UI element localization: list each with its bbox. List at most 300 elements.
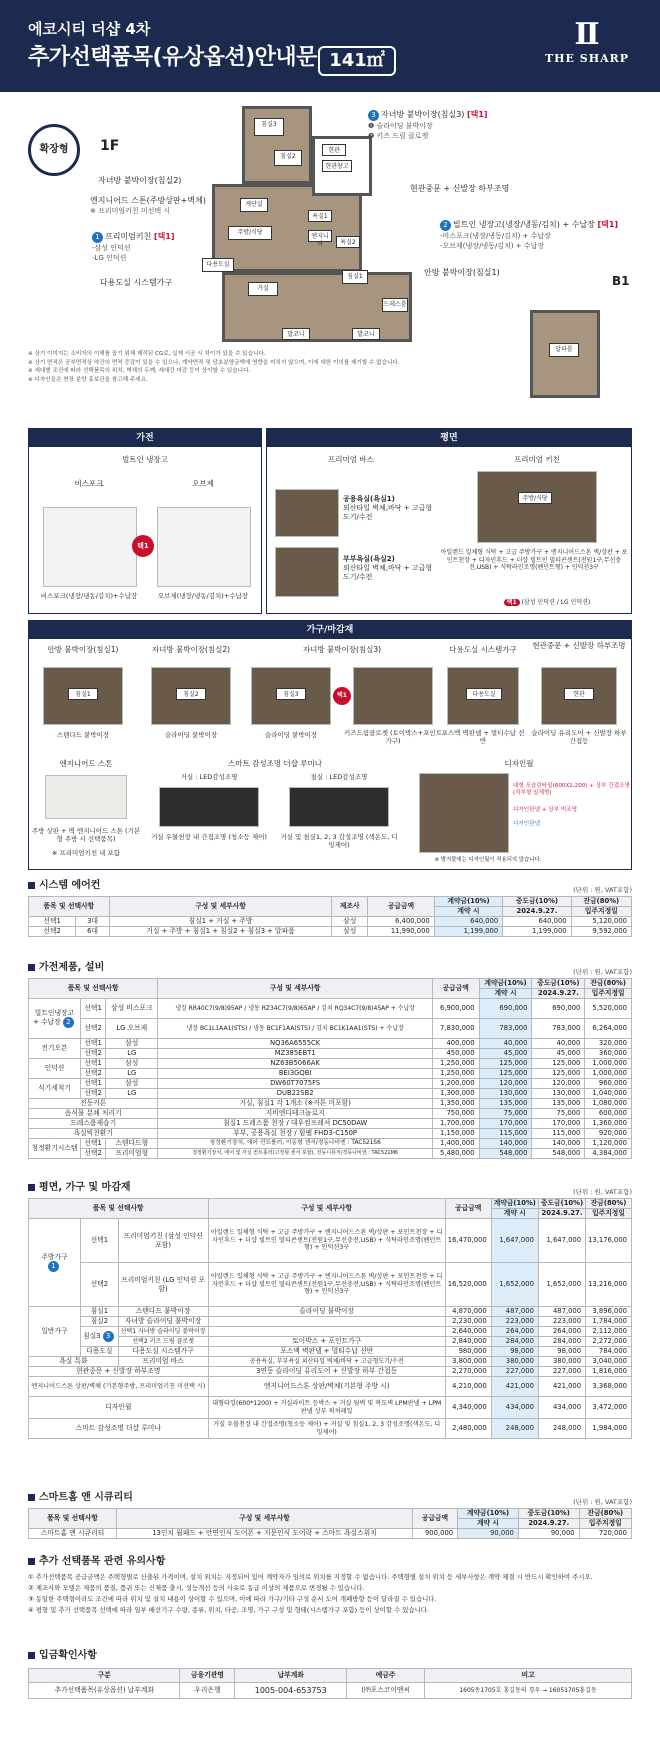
cell: 434,000: [538, 1397, 585, 1419]
group-label: 주방가구: [41, 1252, 68, 1261]
ann-option: -오브제(냉장/냉동/김치) + 수납장: [440, 242, 545, 251]
cell: 음식물 분쇄 처리기: [29, 1109, 158, 1119]
cell: 선택2: [81, 1263, 119, 1307]
cell: DUB22SB2: [158, 1089, 433, 1099]
designwall-title: 디자인월: [504, 759, 534, 768]
cell: 다용도실: [81, 1347, 119, 1357]
closet3-image: [251, 667, 331, 725]
objet-title: 오브제: [192, 479, 214, 488]
badge-1-icon: 1: [48, 1261, 59, 1272]
notice-title: 추가 선택품목 관련 유의사항: [28, 1556, 165, 1569]
table-row: [29, 1099, 632, 1109]
b1-label: B1: [612, 274, 630, 288]
table1-title: 시스템 에어컨: [28, 880, 100, 893]
stone-title: 엔지니어드 스톤: [59, 759, 113, 768]
cell: 1,360,000: [585, 1119, 632, 1129]
table-row: [29, 1367, 632, 1377]
plan-notes: [28, 350, 400, 385]
notice-line: ① 추가선택품목 공급금액은 주택형별로 산출된 가격이며, 설치 위치는 지정되어 있어 계약자가 임의로 위치를 지정할 수 없습니다. 주택형별 설치 위치 등 세부사항은 계약 체결 시 반드시 확인하여 주시오.: [28, 1573, 593, 1581]
bank-table: [28, 1668, 632, 1699]
lighting-title: 스마트 감성조명 더샵 루미나: [227, 759, 323, 768]
col-header: 구분: [29, 1669, 180, 1683]
cell: 1,080,000: [585, 1099, 632, 1109]
cell: 스마트 감성조명 더샵 루미나: [29, 1419, 209, 1439]
cell: 6,264,000: [585, 1019, 632, 1039]
page-header: [0, 0, 660, 92]
col-header: 공급금액: [445, 1199, 491, 1219]
closet1-caption: 스탠다드 붙박이장: [56, 731, 110, 739]
closet3-caption: 슬라이딩 붙박이장: [264, 731, 318, 739]
cell: 140,000: [479, 1139, 532, 1149]
cell: 거실 우물천장 내 간접조명(청소등 제어) + 거실 및 침실1, 2, 3 감성조명(색온도, 디밍제어): [208, 1419, 445, 1439]
choose-one-badge: 택1: [132, 535, 154, 557]
cell: 5,120,000: [571, 917, 631, 927]
room-label: 주방/식당: [518, 492, 552, 504]
group-cell: 청정환기시스템: [29, 1139, 81, 1159]
cell: 1,000,000: [585, 1059, 632, 1069]
premium-bath-title: 프리미엄 바스: [328, 455, 374, 464]
cell: 4,870,000: [445, 1307, 491, 1317]
cell: 추가선택품목(유상옵션) 납부계좌: [29, 1683, 180, 1699]
cell: 드레스룸제습기: [29, 1119, 158, 1129]
stone-note: ※ 프리미엄키친 내 포함: [51, 849, 121, 857]
table-row: [29, 1307, 632, 1317]
room-label: 계단실: [240, 198, 268, 212]
kidscloset-caption: 키즈드림클로젯 (토이박스+포인트 가구): [344, 729, 442, 746]
cell: [208, 1317, 445, 1327]
cell: LG: [106, 1089, 158, 1099]
ann-option: ❶ 슬라이딩 붙박이장: [368, 122, 433, 130]
cell: [208, 1327, 445, 1337]
cell: 6,400,000: [368, 917, 435, 927]
stone-image: [45, 775, 127, 819]
bath1-caption: [343, 495, 433, 521]
note-line: ※ 상기 이미지는 소비자의 이해를 돕기 위해 제작된 CG로, 실제 시공 시 차이가 있을 수 있습니다.: [28, 351, 266, 357]
cell: 슬라이딩 붙박이장: [208, 1307, 445, 1317]
table2-unit: (단위 : 원, VAT포함): [573, 968, 632, 976]
cell: 16,520,000: [445, 1263, 491, 1307]
cell: 1,250,000: [432, 1059, 479, 1069]
kitchen-option-text: (삼성 인덕션 / LG 인덕션): [521, 599, 591, 606]
cell: MZ385EBT1: [158, 1049, 433, 1059]
cell: 40,000: [479, 1039, 532, 1049]
cell: 40,000: [532, 1039, 585, 1049]
table-row: [29, 1069, 632, 1079]
option-label: 선택1: [120, 1327, 137, 1335]
cell: 125,000: [479, 1069, 532, 1079]
section-title: 가구/마감재: [29, 621, 631, 639]
utility-caption: 포스맥 벽판넬 + 멀티수납 선반: [441, 729, 525, 746]
cell: 98,000: [538, 1347, 585, 1357]
floor-plan-section: [0, 92, 660, 402]
entrance-caption: 슬라이딩 유리도어 + 신발장 하부 간접등: [531, 729, 627, 746]
kitchen-image: [477, 471, 597, 543]
ann-sub: ※ 프리미엄키친 미선택 시: [90, 207, 171, 216]
designwall-legend-1: 대형 포슬린타일(600X1,200) + 상부 간접조명(직부형 일체형): [513, 783, 630, 796]
room-label: 주방/식당: [228, 226, 272, 240]
cell: 2,112,000: [586, 1327, 632, 1337]
table-row: [29, 1327, 632, 1337]
cell: 3,896,000: [586, 1307, 632, 1317]
table4-unit: (단위 : 원, VAT포함): [573, 1498, 632, 1506]
col-header: 공급금액: [412, 1509, 457, 1529]
designwall-image: [419, 773, 509, 853]
cell: 783,000: [532, 1019, 585, 1039]
objet-image: [157, 507, 251, 587]
cell: 11,990,000: [368, 927, 435, 937]
cell: 선택1: [81, 999, 106, 1019]
cell: 전동커튼: [29, 1099, 158, 1109]
cell: 선택2: [81, 1019, 106, 1039]
cell: 선택1: [29, 917, 76, 927]
cell: 침실3: [83, 1332, 101, 1340]
cell: 2,640,000: [445, 1327, 491, 1337]
cell: 침실1 + 거실 + 주방: [109, 917, 332, 927]
table1-unit: (단위 : 원, VAT포함): [573, 886, 632, 894]
room-label: 현관: [322, 144, 346, 156]
annotation-utility: 다용도실 시스템가구: [100, 278, 173, 287]
ann-option: -LG 인덕션: [92, 254, 127, 263]
table-row: [29, 917, 632, 927]
brand-name: THE SHARP: [544, 52, 630, 65]
section-title: 평면: [267, 429, 631, 447]
cell: 선택1: [81, 1219, 119, 1263]
bespoke-title: 비스포크: [74, 479, 104, 488]
cell: 140,000: [532, 1139, 585, 1149]
cell: 거실 + 주방 + 침실1 + 침실2 + 침실3 + 알파룸: [109, 927, 332, 937]
cell: 284,000: [538, 1337, 585, 1347]
cell: 640,000: [434, 917, 502, 927]
objet-caption: 오브제(냉장/냉동/김치)+수납장: [157, 592, 249, 600]
annotation-master: 안방 붙박이장(침실1): [424, 268, 500, 277]
table-row: [29, 1337, 632, 1347]
annotation-bedroom2: 자녀방 붙박이장(침실2): [98, 176, 182, 185]
ann-tag: [택1]: [466, 110, 488, 119]
cell: 지비엔디테크놀로지: [158, 1109, 433, 1119]
room-label: 침실3: [276, 688, 306, 700]
cell: 삼성: [106, 1079, 158, 1089]
cell: 6,900,000: [432, 999, 479, 1019]
notice-line: ② 제조사와 모델은 제품의 품질, 품귀 또는 신제품 출시, 성능개선 등의 사유로 동급 이상의 제품으로 변경될 수 있습니다.: [28, 1583, 365, 1592]
bath1-title: 공용욕실(욕실1): [343, 495, 395, 503]
cell: 삼성: [332, 917, 368, 927]
living-led-label: 거실 : LED감성조명: [180, 773, 238, 781]
cell: 135,000: [532, 1099, 585, 1109]
cell: 선택2: [29, 927, 76, 937]
closet3-title: 자녀방 붙박이장(침실3): [302, 645, 382, 654]
stone-caption: 주방 상판 + 벽 엔지니어드 스톤 (기본형 주방 시 선택품목): [31, 827, 141, 844]
cell: 223,000: [491, 1317, 538, 1327]
col-header: 구성 및 세부사항: [109, 897, 332, 917]
cell: 5,520,000: [585, 999, 632, 1019]
cell: 아일랜드 일체형 식탁 + 고급 주방가구 + 엔지니어드스톤 벽/상판 + 포인트천장 + 디자인후드 + 더샵 빌트인 멀티콘센트(전원1구,무선충전,USB) + 식탁라인조명(펜던트형) + 인덕션3구: [208, 1219, 445, 1263]
appliance-box: [28, 428, 262, 614]
cell: 90,000: [458, 1529, 519, 1539]
group-cell: 인덕션: [29, 1059, 81, 1079]
ann-tag: [택1]: [153, 232, 175, 241]
cell: 1,700,000: [432, 1119, 479, 1129]
col-header: 제조사: [332, 897, 368, 917]
col-header: 중도금(10%): [538, 1199, 585, 1209]
cell: 45,000: [479, 1049, 532, 1059]
cell: 45,000: [532, 1049, 585, 1059]
table3-title: 평면, 가구 및 마감재: [28, 1182, 131, 1195]
cell: 1,652,000: [538, 1263, 585, 1307]
cell: 900,000: [412, 1529, 457, 1539]
cell: 1,984,000: [586, 1419, 632, 1439]
designwall-legend-2: 디자인판넬 + 상부 빅조명: [513, 807, 578, 813]
col-subheader: 계약 시: [479, 989, 532, 999]
cell: 2,840,000: [445, 1337, 491, 1347]
brand-logo: [542, 18, 632, 66]
room-led-caption: 거실 및 침실1, 2, 3 감성조명 (색온도, 디밍제어): [280, 833, 398, 850]
room-label: 침실2: [274, 150, 302, 166]
cell: [118, 1327, 208, 1337]
appliance-table: [28, 978, 632, 1159]
closet2-image: [151, 667, 231, 725]
cell: 284,000: [491, 1337, 538, 1347]
bank-title: 입금확인사항: [28, 1650, 97, 1663]
ann-tag: [택1]: [597, 220, 619, 229]
cell: 청정환기장치, 에어 및 각실 컨트롤러(고정형 센서 포함), 전동디퓨저/경동나비엔 : TAC521M6: [158, 1149, 433, 1159]
table-row: [29, 999, 632, 1019]
cell: 421,000: [491, 1377, 538, 1397]
col-header: 계약금(10%): [458, 1509, 519, 1519]
cell: 960,000: [585, 1079, 632, 1089]
cell: (㈜포스코이앤씨: [347, 1683, 425, 1699]
room-label: 엔지니어: [308, 230, 332, 242]
col-subheader: 2024.9.27.: [538, 1209, 585, 1219]
cell: 3,040,000: [586, 1357, 632, 1367]
col-header: 계약금(10%): [479, 979, 532, 989]
cell: 690,000: [532, 999, 585, 1019]
table-row: [29, 1317, 632, 1327]
badge-3-icon: 3: [368, 110, 379, 121]
cell: 2,272,000: [586, 1337, 632, 1347]
kitchen-options: [467, 599, 627, 607]
col-header: 공급금액: [368, 897, 435, 917]
group-cell: [29, 1219, 81, 1307]
col-subheader: 2024.9.27.: [518, 1519, 579, 1529]
cell: 대형타일(600*1200) + 거실라이트 등박스 + 거실 뒷벽 및 복도벽 LPM판넬 + LPM판넬 상부 픽처레일: [208, 1397, 445, 1419]
cell: 5,480,000: [432, 1149, 479, 1159]
cell: 720,000: [579, 1529, 631, 1539]
cell: 프리미엄키친 (삼성 인덕션 포함): [118, 1219, 208, 1263]
cell: 토이박스 + 포인트가구: [208, 1337, 445, 1347]
cell: 1,000,000: [585, 1069, 632, 1079]
note-line: ※ 디자인들은 현장 분양 홍보관을 참고해 주세요.: [28, 376, 148, 383]
col-subheader: 2024.9.27.: [532, 989, 585, 999]
table-header-row: [29, 1199, 632, 1209]
cell: 1,200,000: [432, 1079, 479, 1089]
col-subheader: 2024.9.27.: [503, 907, 571, 917]
entrance-title: 현관중문 + 신발장 하부조명: [532, 641, 626, 650]
cell: 1,647,000: [538, 1219, 585, 1263]
cell: 삼성: [106, 1039, 158, 1049]
fridge-title: 빌트인 냉장고: [122, 455, 168, 464]
cell: 3,368,000: [586, 1377, 632, 1397]
col-header: 중도금(10%): [532, 979, 585, 989]
table-row: [29, 1529, 632, 1539]
bath1-image: [275, 489, 339, 537]
cell: 130,000: [479, 1089, 532, 1099]
annotation-fridge: [440, 220, 618, 252]
room-label: 현관: [564, 688, 594, 700]
room-label: 욕실1: [308, 210, 332, 222]
ann-option: -삼성 인덕션: [92, 244, 131, 252]
group-cell: [81, 1327, 119, 1347]
header-subtitle: 에코시티 더샵 4차: [28, 20, 151, 38]
cell: 487,000: [491, 1307, 538, 1317]
cell: 6대: [76, 927, 109, 937]
cell: 248,000: [491, 1419, 538, 1439]
cell: 450,000: [432, 1049, 479, 1059]
cell: 1,120,000: [585, 1139, 632, 1149]
col-header: 금융기관명: [180, 1669, 235, 1683]
cell: 청정환기장치, 에어 컨트롤러, 이동형 센서/경동나비엔 : TAC521S6: [158, 1139, 433, 1149]
col-header: 구성 및 세부사항: [117, 1509, 413, 1529]
cell: 3연동 슬라이딩 유리도어 + 신발장 하부 간접등: [208, 1367, 445, 1377]
cell: 욕실빅천환기: [29, 1129, 158, 1139]
cell: 548,000: [532, 1149, 585, 1159]
table-row: [29, 1139, 632, 1149]
table-header-row: [29, 897, 632, 907]
cell: 3대: [76, 917, 109, 927]
cell: 120,000: [479, 1079, 532, 1089]
cell: 포스맥 벽판넬 + 멀티수납 선반: [208, 1347, 445, 1357]
room-label: 욕실2: [336, 236, 360, 248]
option-label: 선택2: [132, 1337, 148, 1345]
cell: LG 오브제: [106, 1019, 158, 1039]
cell: 170,000: [479, 1119, 532, 1129]
cell: 부부, 공용욕실 천장 / 힘펠 FHD3-C150P: [158, 1129, 433, 1139]
badge-2-icon: 2: [440, 220, 451, 231]
cell: 640,000: [503, 917, 571, 927]
col-header: 중도금(10%): [518, 1509, 579, 1519]
kidsclosest-image: [353, 667, 433, 725]
col-subheader: 계약 시: [458, 1519, 519, 1529]
cell: 1,199,000: [434, 927, 502, 937]
col-subheader: 입주지정일: [571, 907, 631, 917]
cell: 선택2: [81, 1089, 106, 1099]
type-badge: 확장형: [28, 124, 80, 176]
kitchen-desc: 아일랜드 일체형 식탁 + 고급 주방가구 + 엔지니어드스톤 벽/상판 + 포인트천장 + 디자인후드 + 더샵 빌트인 멀티콘센트(전원1구,무선충전,USB) + 식탁라인조명(펜던트형) + 인덕션3구: [440, 549, 628, 571]
table-row: [29, 1049, 632, 1059]
badge-2-icon: 2: [63, 1017, 74, 1028]
cell: 프리미엄 바스: [118, 1357, 208, 1367]
sharp-logo-icon: Ⅱ: [574, 17, 600, 52]
table-row: [29, 1397, 632, 1419]
cell: 1,199,000: [503, 927, 571, 937]
room-label: 다용도실: [202, 258, 234, 272]
furniture-box: [28, 620, 632, 870]
cell: 삼성 비스포크: [106, 999, 158, 1019]
cell: NQ36A6555CK: [158, 1039, 433, 1049]
smarthome-table: [28, 1508, 632, 1539]
bath2-title: 부부욕실(욕실2): [343, 555, 395, 563]
cell: 선택1: [81, 1139, 106, 1149]
cell: 아일랜드 일체형 식탁 + 고급 주방가구 + 엔지니어드스톤 벽/상판 + 포인트천장 + 디자인후드 + 더샵 빌트인 멀티콘센트(전원1구,무선충전,USB) + 식탁라인조명(펜던트형) + 인덕션3구: [208, 1263, 445, 1307]
bath2-image: [275, 547, 339, 597]
table-row: [29, 1119, 632, 1129]
table-header-row: [29, 1509, 632, 1519]
badge-1-icon: 1: [92, 232, 103, 243]
furniture-table: [28, 1198, 632, 1439]
room-led-label: 침실 : LED감성조명: [310, 773, 368, 781]
col-header: 잔금(80%): [586, 1199, 632, 1209]
cell: 1,250,000: [432, 1069, 479, 1079]
cell: 1,350,000: [432, 1099, 479, 1109]
cell: 2,480,000: [445, 1419, 491, 1439]
cell: 264,000: [491, 1327, 538, 1337]
room-label: 발코니: [282, 328, 310, 340]
cell: 스탠다드 붙박이장: [118, 1307, 208, 1317]
col-header: 납부계좌: [235, 1669, 347, 1683]
cell: 스마트홈 앤 시큐리티: [29, 1529, 117, 1539]
cell: 자녀방 슬라이딩 붙박이장: [118, 1317, 208, 1327]
bath2-desc: 외산타일 벽체,바닥 + 고급형도기/수전: [343, 563, 433, 581]
cell: 2,270,000: [445, 1367, 491, 1377]
cell: 120,000: [532, 1079, 585, 1089]
col-header: 잔금(80%): [585, 979, 632, 989]
cell: 13,176,000: [586, 1219, 632, 1263]
aircon-table: [28, 896, 632, 937]
cell: 침실1 드레스룸 천장 / 대우컴프레셔 DC50DAW: [158, 1119, 433, 1129]
col-subheader: 입주지정일: [579, 1519, 631, 1529]
closet2-caption: 슬라이딩 붙박이장: [164, 731, 218, 739]
col-header: 계약금(10%): [434, 897, 502, 907]
table-row: [29, 1059, 632, 1069]
cell: 90,000: [518, 1529, 579, 1539]
group-cell: 식기세척기: [29, 1079, 81, 1099]
cell: 380,000: [491, 1357, 538, 1367]
col-header: 중도금(10%): [503, 897, 571, 907]
cell: 16,470,000: [445, 1219, 491, 1263]
cell: 548,000: [479, 1149, 532, 1159]
notice-list: [28, 1572, 632, 1616]
table-row: [29, 1357, 632, 1367]
table4-title: 스마트홈 앤 시큐리티: [28, 1492, 133, 1505]
cell: 9,592,000: [571, 927, 631, 937]
badge-3-icon: 3: [103, 1331, 114, 1342]
table-header-row: [29, 1669, 632, 1683]
col-header: 계약금(10%): [491, 1199, 538, 1209]
note-line: ※ 세대별 조건에 따라 선택품목의 위치, 벽체의 두께, 세대간 마감 등이 상이할 수 있습니다.: [28, 368, 251, 375]
ann-label: 빌트인 냉장고(냉장/냉동/김치) + 수납장: [453, 220, 595, 229]
cell: 선택1: [81, 1079, 106, 1089]
bespoke-image: [43, 507, 137, 587]
notice-line: ③ 동일한 주택형이라도 조건에 따라 위치 및 설치 내용이 상이할 수 있으며, 이에 따라 가구/기타 구성 순서 도어 개폐방향 등이 달라질 수 있습니다.: [28, 1594, 437, 1603]
room-led-image: [289, 787, 389, 827]
cell: 선택2: [81, 1069, 106, 1079]
ann-label: 프리미엄키친: [105, 232, 152, 241]
cell: 4,384,000: [585, 1149, 632, 1159]
cell: 13인치 월패드 + 안면인식 도어폰 + 지문인식 도어락 + 스마트 욕실스위치: [117, 1529, 413, 1539]
cell: 264,000: [538, 1327, 585, 1337]
closet1-image: [43, 667, 123, 725]
floor-plan-drawing: [206, 106, 412, 346]
room-label: 침실3: [254, 118, 284, 136]
cell: 421,000: [538, 1377, 585, 1397]
cell: 엔지니어드스톤 상판/벽체 (기본형주방, 프리미엄키친 미선택 시): [29, 1377, 209, 1397]
room-label: 현관창고: [322, 160, 352, 172]
cell: 3,800,000: [445, 1357, 491, 1367]
cell: 프리미엄형: [106, 1149, 158, 1159]
col-header: 품목 및 선택사항: [29, 897, 110, 917]
cell: 75,000: [479, 1109, 532, 1119]
cell: [118, 1337, 208, 1347]
col-subheader: 입주지정일: [586, 1209, 632, 1219]
